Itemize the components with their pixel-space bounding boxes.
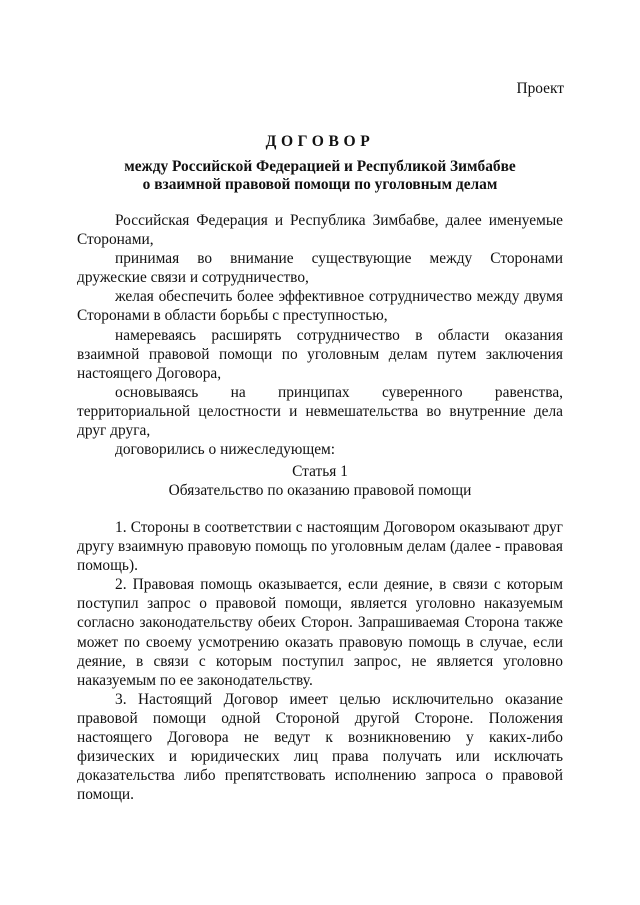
article-paragraph: 2. Правовая помощь оказывается, если деяние, в связи с которым поступил запрос о правовой помощи, является уголовно наказуемым согласно законодательству обеих Сторон. Запрашиваемая Сторона также может по своему усмотрению оказать правовую помощь в случае, если деяние, в связи с которым поступил запрос, не является уголовно наказуемым по ее законодательству. bbox=[77, 576, 563, 689]
article-1-header bbox=[0, 462, 640, 500]
document-subtitle bbox=[0, 158, 640, 194]
article-heading: Обязательство по оказанию правовой помощи bbox=[168, 482, 472, 500]
preamble-paragraph: принимая во внимание существующие между Сторонами дружеские связи и сотрудничество, bbox=[77, 250, 563, 287]
article-number: Статья 1 bbox=[292, 463, 348, 480]
article-paragraph: 1. Стороны в соответствии с настоящим Договором оказывают друг другу взаимную правовую помощь по уголовным делам (далее - правовая помощь). bbox=[77, 519, 563, 575]
preamble-paragraph: желая обеспечить более эффективное сотрудничество между двумя Сторонами в области борьбы с преступностью, bbox=[77, 288, 563, 325]
article-1-body bbox=[77, 518, 563, 804]
document-title: ДОГОВОР bbox=[265, 133, 375, 150]
preamble-paragraph: намереваясь расширять сотрудничество в области оказания взаимной правовой помощи по уголовным делам путем заключения настоящего Договора, bbox=[77, 326, 563, 382]
preamble bbox=[77, 211, 563, 459]
subtitle-line-1: между Российской Федерацией и Республикой Зимбабве bbox=[124, 158, 516, 175]
preamble-paragraph: Российская Федерация и Республика Зимбабве, далее именуемые Сторонами, bbox=[77, 212, 563, 249]
preamble-paragraph: основываясь на принципах суверенного равенства, территориальной целостности и невмешательства во внутренние дела друг друга, bbox=[77, 383, 563, 440]
subtitle-line-2: о взаимной правовой помощи по уголовным делам bbox=[142, 176, 498, 193]
draft-label: Проект bbox=[516, 80, 564, 97]
article-paragraph: 3. Настоящий Договор имеет целью исключительно оказание правовой помощи одной Стороной другой Стороне. Положения настоящего Договора не ведут к возникновению у каких-либо физических и юридических лиц права получать или исключать доказательства либо препятствовать исполнению запроса о правовой помощи. bbox=[77, 690, 563, 804]
preamble-paragraph: договорились о нижеследующем: bbox=[115, 441, 336, 459]
